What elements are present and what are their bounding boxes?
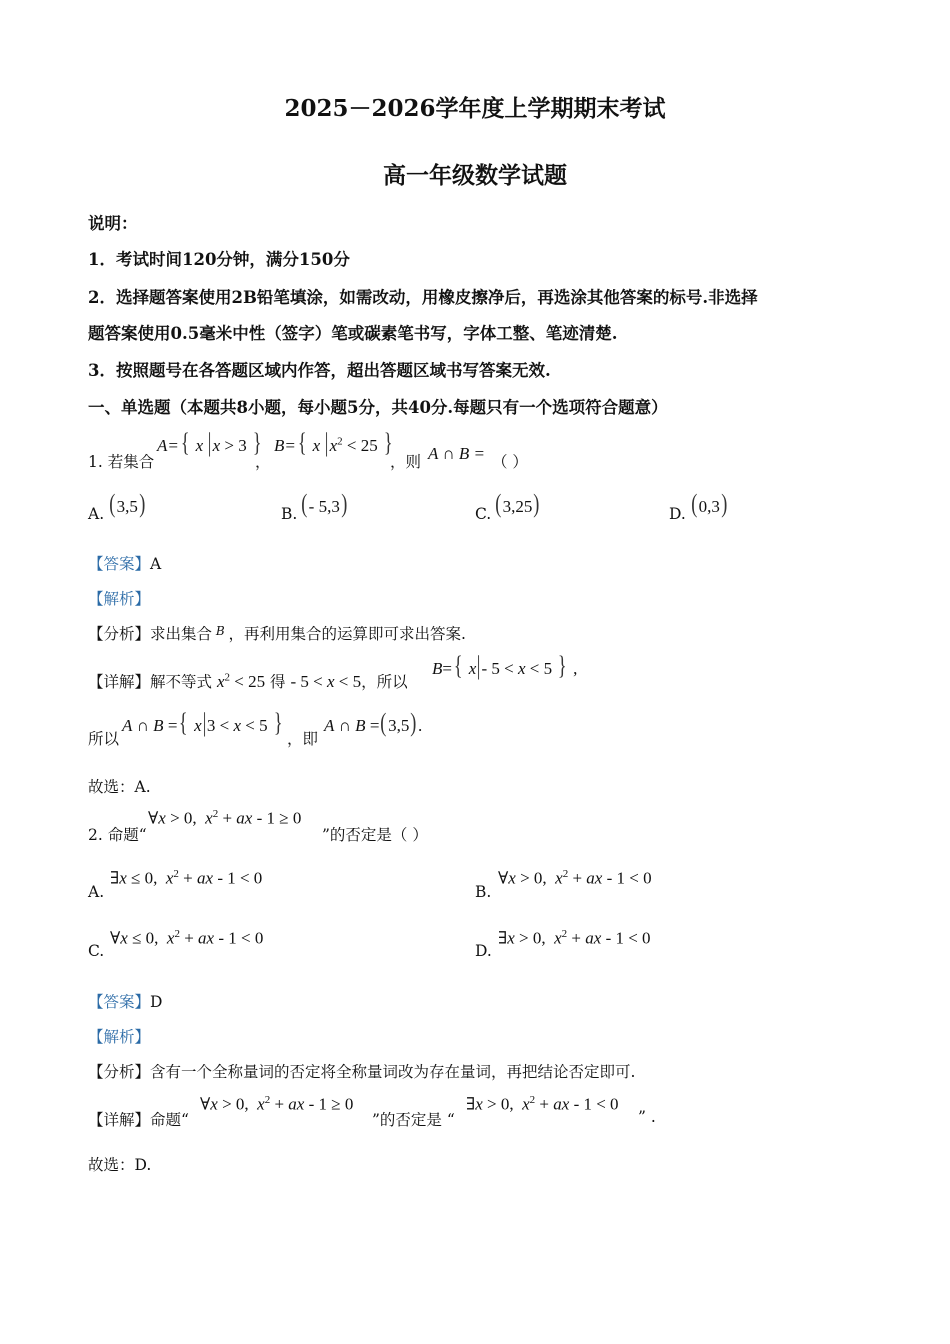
exam-title: 2025－2026学年度上学期期末考试	[284, 95, 666, 122]
q1-detail-intersection: A ∩ B ={ x|3 < x < 5 }	[122, 708, 283, 737]
q2-option-c-value: ∀x ≤ 0, $x^2$ + ax - 1 < 0	[110, 928, 264, 948]
set-a-label: A=	[157, 436, 179, 455]
q2-conclusion: 故选：D.	[88, 1156, 152, 1174]
q1-detail-result: A ∩ B =(3,5).	[324, 708, 423, 737]
q1-detail-ji: ，即	[287, 730, 319, 748]
q2-stem-prefix: 2. 命题“	[88, 826, 147, 844]
q1-option-a-value: (3,5)	[109, 489, 146, 518]
q1-option-d-label: D.	[669, 505, 686, 523]
q1-option-a-label: A.	[88, 505, 105, 523]
note-1: 1．考试时间120分钟，满分150分	[88, 250, 350, 269]
q2-option-b-value: ∀x > 0, $x^2$ + ax - 1 < 0	[498, 868, 652, 888]
q1-stem-paren: （ ）	[492, 453, 528, 471]
q2-detail-mid: ”的否定是 “	[372, 1111, 455, 1129]
q2-detail-prefix: 【详解】命题“	[88, 1111, 189, 1129]
note-2-line-1: 2．选择题答案使用2B铅笔填涂，如需改动，用橡皮擦净后，再选涂其他答案的标号.非选择	[88, 288, 758, 307]
note-3: 3．按照题号在各答题区域内作答，超出答题区域书写答案无效.	[88, 361, 551, 380]
notes-heading: 说明：	[88, 214, 138, 233]
q2-answer: 【答案】D	[88, 993, 163, 1011]
q2-option-c-label: C.	[88, 942, 105, 960]
q1-stem-prefix: 1. 若集合	[88, 453, 155, 471]
q2-proposition: ∀x > 0, $x^2$ + ax - 1 ≥ 0	[148, 808, 302, 828]
q1-set-b: B={ x $|x^2 < 25$ }	[274, 428, 393, 457]
q1-option-b-label: B.	[281, 505, 298, 523]
q1-detail-line-1: 【详解】解不等式 $x^2 < 25$ 得 - 5 < x < 5，所以	[88, 671, 408, 691]
q2-option-d-value: ∃x > 0, $x^2$ + ax - 1 < 0	[498, 928, 651, 948]
q1-option-d-value: (0,3)	[691, 489, 728, 518]
q2-option-a-value: ∃x ≤ 0, $x^2$ + ax - 1 < 0	[110, 868, 263, 888]
exam-subtitle: 高一年级数学试题	[383, 162, 567, 189]
q1-option-c-label: C.	[475, 505, 492, 523]
q1-set-a: A={ x |x > 3 }	[157, 428, 262, 457]
note-2-line-2: 题答案使用0.5毫米中性（签字）笔或碳素笔书写，字体工整、笔迹清楚.	[88, 324, 618, 343]
q1-detail-set-b: B={ x|- 5 < x < 5 } ,	[432, 651, 578, 680]
q1-stem-then: ，则	[390, 453, 422, 471]
q2-option-a-label: A.	[88, 883, 105, 901]
q1-stem-comma: ，	[255, 453, 271, 471]
q1-analysis-tag: 【解析】	[88, 590, 151, 608]
q2-option-b-label: B.	[475, 883, 492, 901]
section-1-heading: 一、单选题（本题共8小题，每小题5分，共40分.每题只有一个选项符合题意）	[88, 398, 668, 417]
q2-fenxi: 【分析】含有一个全称量词的否定将全称量词改为存在量词，再把结论否定即可.	[88, 1063, 636, 1081]
q2-stem-suffix: ”的否定是（ ）	[322, 826, 428, 844]
q2-option-d-label: D.	[475, 942, 492, 960]
set-b-label: B=	[274, 436, 296, 455]
q1-detail-so: 所以	[88, 730, 120, 748]
q2-detail-negation: ∃x > 0, $x^2$ + ax - 1 < 0	[466, 1094, 619, 1114]
q1-intersection: A ∩ B =	[428, 444, 485, 463]
q1-answer: 【答案】A	[88, 555, 162, 573]
q1-conclusion: 故选：A.	[88, 778, 151, 796]
q1-fenxi: 【分析】求出集合 $^B$ ，再利用集合的运算即可求出答案.	[88, 624, 466, 643]
q2-analysis-tag: 【解析】	[88, 1028, 151, 1046]
q2-detail-end: ” .	[638, 1108, 656, 1126]
q1-option-b-value: (- 5,3)	[301, 489, 348, 518]
q2-detail-proposition: ∀x > 0, $x^2$ + ax - 1 ≥ 0	[200, 1094, 354, 1114]
q1-option-c-value: (3,25)	[495, 489, 540, 518]
